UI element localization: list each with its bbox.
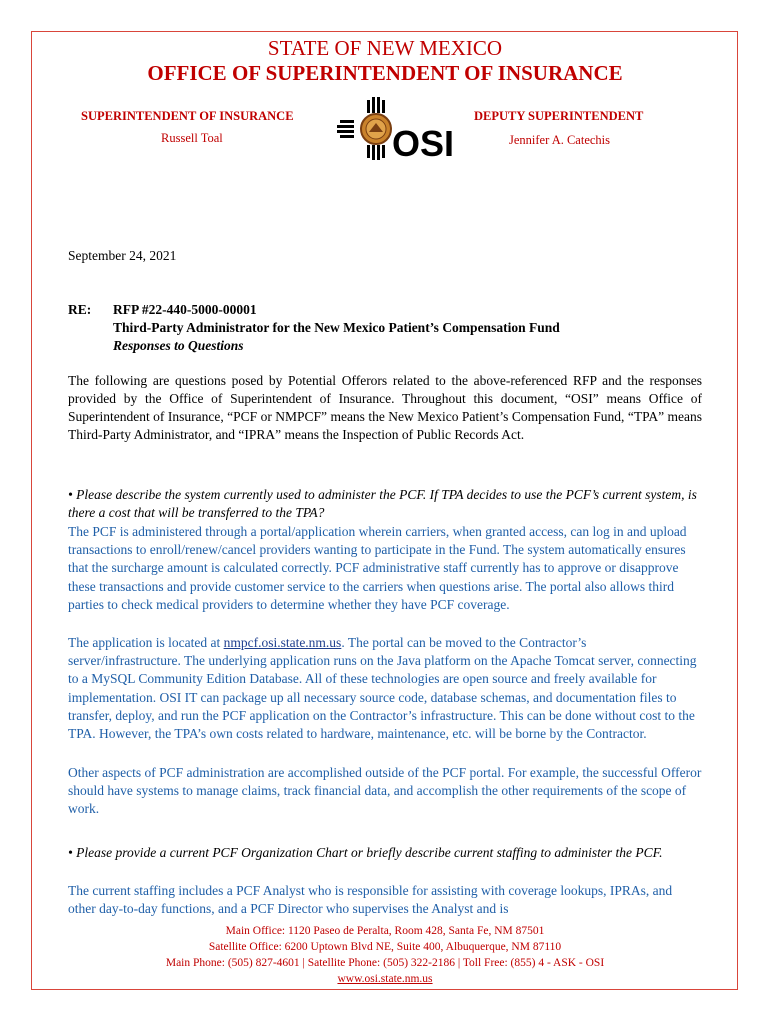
state-heading: STATE OF NEW MEXICO [267, 36, 503, 60]
deputy-role: DEPUTY SUPERINTENDENT [474, 109, 644, 123]
question-1: • Please describe the system currently used to administer the PCF. If TPA decides to use the PCF’s current system, is there a cost that will be transferred to the TPA? [68, 487, 697, 520]
deputy-name: Jennifer A. Catechis [509, 133, 611, 147]
osi-logo-icon [336, 96, 455, 164]
footer-satellite-office: Satellite Office: 6200 Uptown Blvd NE, Suite 400, Albuquerque, NM 87110 [208, 941, 562, 953]
answer-1-text-rest: . The portal can be moved to the Contractor’s server/infrastructure. The underlying application runs on the Java platform on the Apache Tomcat server, connecting to a MySQL Community Edition Database. All of these technologies are open source and freely available for implementation. OSI IT can package up all necessary source code, database schemas, and documentation files to transfer, deploy, and run the PCF application on the Contractor’s infrastructure. This can be done without cost to the TPA. However, the TPA’s own costs related to hardware, maintenance, etc. will be borne by the Contractor. [68, 635, 697, 742]
rfp-number: RFP #22-440-5000-00001 [113, 302, 257, 317]
portal-link[interactable]: nmpcf.osi.state.nm.us [223, 635, 342, 650]
office-heading: OFFICE OF SUPERINTENDENT OF INSURANCE [147, 61, 623, 85]
svg-text:OSI: OSI [392, 123, 455, 164]
superintendent-role: SUPERINTENDENT OF INSURANCE [81, 109, 294, 123]
re-label: RE: [68, 302, 92, 317]
answer-1-paragraph-2 [68, 634, 702, 743]
footer-main-office: Main Office: 1120 Paseo de Peralta, Room 428, Santa Fe, NM 87501 [225, 925, 545, 937]
question-2: • Please provide a current PCF Organization Chart or briefly describe current staffing to administer the PCF. [68, 845, 663, 860]
answer-1-paragraph-3: Other aspects of PCF administration are accomplished outside of the PCF portal. For example, the successful Offeror should have systems to manage claims, track financial data, and accomplish the other requirements of the scope of work. [68, 765, 702, 817]
answer-1-text-start: The application is located at [68, 635, 224, 650]
answer-1-paragraph-1: The PCF is administered through a portal/application wherein carriers, when granted access, can log in and upload transactions to enroll/renew/cancel providers wanting to participate in the Fund. The system automatically ensures that the surcharge amount is calculated correctly. PCF administrative staff currently has to approve or disapprove these transactions and provide customer service to the carriers when questions arise. The portal also allows third parties to check medical providers to determine whether they have PCF coverage. [68, 524, 687, 612]
footer-website-link[interactable]: www.osi.state.nm.us [337, 973, 433, 985]
footer-phones: Main Phone: (505) 827-4601 | Satellite Phone: (505) 322-2186 | Toll Free: (855) 4 - ASK - OSI [165, 957, 605, 969]
answer-2-paragraph-1: The current staffing includes a PCF Analyst who is responsible for assisting with coverage lookups, IPRAs, and other day-to-day functions, and a PCF Director who supervises the Analyst and is [68, 883, 673, 917]
rfp-title: Third-Party Administrator for the New Mexico Patient’s Compensation Fund [113, 320, 560, 335]
superintendent-name: Russell Toal [161, 131, 223, 145]
rfp-subtitle: Responses to Questions [113, 338, 244, 353]
letter-date: September 24, 2021 [68, 248, 177, 263]
intro-paragraph: The following are questions posed by Potential Offerors related to the above-referenced RFP and the responses provided by the Office of Superintendent of Insurance. Throughout this document, “OSI” means Office of Superintendent of Insurance, “PCF or NMPCF” means the New Mexico Patient’s Compensation Fund, “TPA” means Third-Party Administrator, and “IPRA” means the Inspection of Public Records Act. [68, 373, 702, 443]
